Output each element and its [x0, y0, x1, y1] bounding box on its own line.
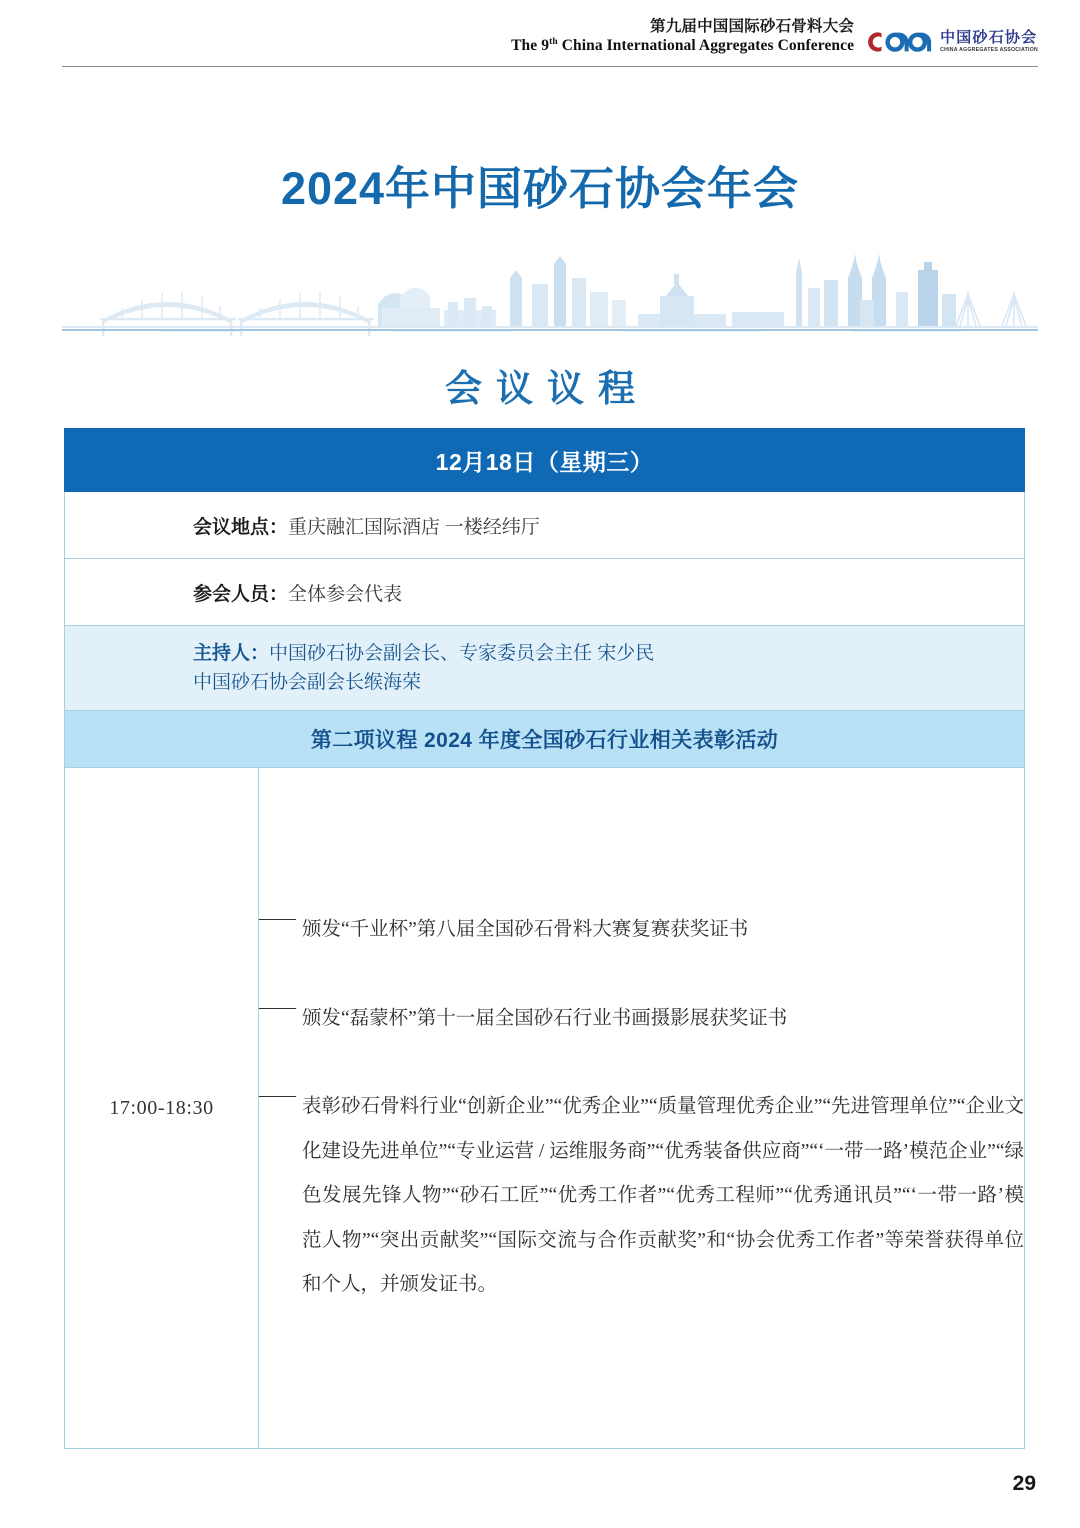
list-item: [259, 997, 1024, 1041]
conference-en-pre: The 9: [511, 37, 550, 55]
conference-en-post: China International Aggregates Conference: [557, 37, 855, 55]
table-row-date-header: [65, 429, 1025, 492]
session-body-cell: [259, 768, 1025, 1449]
em-dash-icon: ——: [259, 1085, 294, 1107]
conference-en-sup: th: [549, 36, 558, 47]
caa-logo-en: CHINA AGGREGATES ASSOCIATION: [940, 46, 1038, 53]
session-time-cell: 17:00-18:30: [65, 768, 259, 1449]
list-item-text: 颁发“磊蒙杯”第十一届全国砂石行业书画摄影展获奖证书: [302, 1007, 788, 1029]
caa-logo-text: [940, 31, 1038, 53]
table-row-attendees: [65, 559, 1025, 626]
host-label: 主持人：: [193, 642, 270, 664]
list-item: [259, 1085, 1024, 1307]
page-title: 2024年中国砂石协会年会: [280, 163, 800, 214]
list-item-text: 表彰砂石骨料行业“创新企业”“优秀企业”“质量管理优秀企业”“先进管理单位”“企业文化建设先进单位”“专业运营 / 运维服务商”“优秀装备供应商”“‘一带一路’模范企业”“绿色发展先锋人物”“砂石工匠”“优秀工作者”“优秀工程师”“优秀通讯员”“‘一带一路’模范人物”“突出贡献奖”“国际交流与合作贡献奖”和“协会优秀工作者”等荣誉获得单位和个人，并颁发证书。: [302, 1096, 1025, 1296]
host-cell: [65, 626, 1025, 711]
caa-logo-cn: 中国砂石协会: [940, 29, 1038, 46]
agenda-table: [64, 428, 1025, 1449]
skyline-svg-icon: [62, 248, 1038, 336]
venue-value: 重庆融汇国际酒店 一楼经纬厅: [288, 516, 540, 538]
venue-cell: [65, 492, 1025, 559]
caa-logo: [864, 29, 1038, 55]
attendees-value: 全体参会代表: [288, 583, 403, 605]
table-row-session: [65, 768, 1025, 1449]
conference-name: [511, 18, 854, 56]
list-item-text: 颁发“千业杯”第八届全国砂石骨料大赛复赛获奖证书: [302, 919, 749, 941]
header-inner: [511, 18, 1038, 56]
conference-name-en: [511, 37, 854, 56]
venue-label: 会议地点：: [193, 516, 289, 538]
page-header: [0, 0, 1080, 68]
table-row-venue: [65, 492, 1025, 559]
agenda-band-cell: 第二项议程 2024 年度全国砂石行业相关表彰活动: [65, 711, 1025, 768]
header-divider: [62, 66, 1038, 67]
conference-name-cn: 第九届中国国际砂石骨料大会: [650, 18, 855, 35]
em-dash-icon: ——: [259, 908, 294, 930]
caa-logo-mark-icon: [864, 29, 936, 55]
skyline-baseline-rule: [62, 329, 1038, 331]
section-heading: 会议议程: [445, 369, 649, 410]
attendees-label: 参会人员：: [193, 583, 289, 605]
host-line-2: 中国砂石协会副会长缑海荣: [193, 672, 422, 693]
table-row-host: [65, 626, 1025, 711]
date-header-cell: 12月18日（星期三）: [65, 429, 1025, 492]
attendees-cell: [65, 559, 1025, 626]
skyline-graphic: [62, 248, 1038, 336]
table-row-agenda-band: [65, 711, 1025, 768]
em-dash-icon: ——: [259, 996, 294, 1018]
host-line-1: 中国砂石协会副会长、专家委员会主任 宋少民: [269, 642, 655, 664]
page-number: 29: [1012, 1472, 1036, 1495]
list-item: [259, 908, 1024, 952]
